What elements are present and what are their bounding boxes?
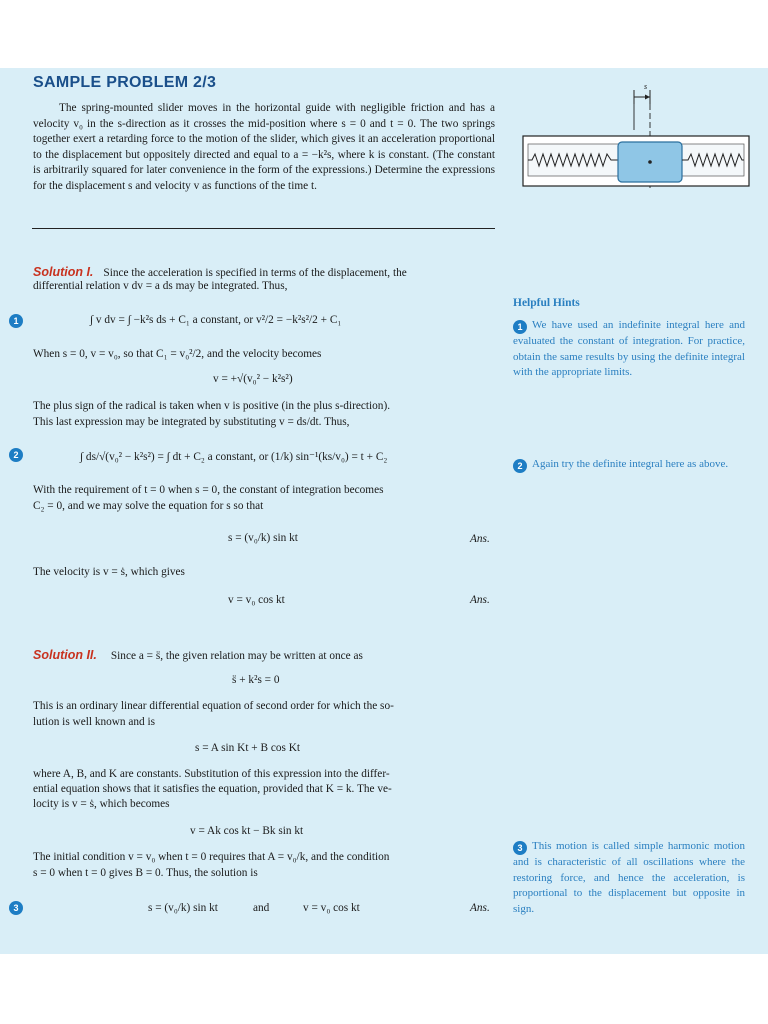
hint-1-text: We have used an indefinite integral here and evaluated the constant of integration. For practice, obtain the same results by using the definite integral with the appropriate limits. xyxy=(513,319,745,378)
equation-final-v: v = v₀ cos kt xyxy=(303,902,360,914)
hint-2-marker: 2 xyxy=(513,459,527,473)
solution1-velocity-line: The velocity is v = ṡ, which gives xyxy=(33,566,185,578)
section-divider xyxy=(32,228,495,229)
slider-figure xyxy=(520,82,752,192)
equation-2: ∫ ds/√(v₀² − k²s²) = ∫ dt + C₂ a constant, or (1/k) sin⁻¹(ks/v₀) = t + C₂ xyxy=(80,451,388,463)
hint-3-text: This motion is called simple harmonic motion and is characteristic of all oscillations where the restoring force, and hence the acceleration, is proportional to the displacement but opposite in sign. xyxy=(513,840,745,915)
solution1-req-line2: C₂ = 0, and we may solve the equation for s so that xyxy=(33,500,264,512)
answer-label-3: Ans. xyxy=(470,902,490,914)
hint-3 xyxy=(513,839,745,917)
solution1-plus-line1: The plus sign of the radical is taken when v is positive (in the plus s-direction). xyxy=(33,400,391,412)
solution2-ode-line2: lution is well known and is xyxy=(33,716,156,728)
solution2-init-line1: The initial condition v = v₀ when t = 0 requires that A = v₀/k, and the condition xyxy=(33,851,390,863)
solution2-where-line3: locity is v = ṡ, which becomes xyxy=(33,798,170,810)
solution2-heading: Solution II. xyxy=(33,648,97,662)
answer-label-1: Ans. xyxy=(470,533,490,545)
hint-1-marker: 1 xyxy=(513,320,527,334)
equation-s: s = (v₀/k) sin kt xyxy=(228,532,298,544)
problem-statement xyxy=(33,101,495,195)
solution2-intro xyxy=(33,646,495,664)
equation-1: ∫ v dv = ∫ −k²s ds + C₁ a constant, or v²/2 = −k²s²/2 + C₁ xyxy=(90,314,342,326)
marker-1: 1 xyxy=(9,314,23,328)
equation-velocity: v = +√(v₀² − k²s²) xyxy=(213,373,293,385)
and-label: and xyxy=(253,902,270,914)
hints-heading: Helpful Hints xyxy=(513,297,580,309)
figure-s-label: s xyxy=(644,82,648,91)
marker-3: 3 xyxy=(9,901,23,915)
solution1-intro-line1: Since the acceleration is specified in terms of the displacement, the xyxy=(103,267,407,279)
solution2-init-line2: s = 0 when t = 0 gives B = 0. Thus, the solution is xyxy=(33,867,258,879)
answer-label-2: Ans. xyxy=(470,594,490,606)
problem-text: The spring-mounted slider moves in the horizontal guide with negligible friction and has a velocity v₀ in the s-direction as it crosses the mid-position where s = 0 and t = 0. The two springs together exert a retarding force to the motion of the slider, which gives it an acceleration proportional to the displacement but oppositely directed and equal to a = −k²s, where k is constant. (The constant is arbitrarily squared for later convenience in the form of the expressions.) Determine the expressions for the displacement s and velocity v as functions of the time t. xyxy=(33,102,495,192)
hint-2 xyxy=(513,457,745,473)
solution2-ode-line1: This is an ordinary linear differential equation of second order for which the so- xyxy=(33,700,394,712)
solution1-intro xyxy=(33,263,495,281)
equation-general: s = A sin Kt + B cos Kt xyxy=(195,742,301,754)
equation-vderivative: v = Ak cos kt − Bk sin kt xyxy=(190,825,304,837)
solution1-req-line1: With the requirement of t = 0 when s = 0, the constant of integration becomes xyxy=(33,484,384,496)
marker-2: 2 xyxy=(9,448,23,462)
solution1-intro-line2: differential relation v dv = a ds may be integrated. Thus, xyxy=(33,280,288,292)
solution2-where-line1: where A, B, and K are constants. Substitution of this expression into the differ- xyxy=(33,768,390,780)
solution1-when: When s = 0, v = v₀, so that C₁ = v₀²/2, and the velocity becomes xyxy=(33,348,322,360)
equation-final-s: s = (v₀/k) sin kt xyxy=(148,902,218,914)
hint-3-marker: 3 xyxy=(513,841,527,855)
solution1-heading: Solution I. xyxy=(33,265,94,279)
solution2-where-line2: ential equation shows that it satisfies the equation, provided that K = k. The ve- xyxy=(33,783,392,795)
equation-ode: s̈ + k²s = 0 xyxy=(232,674,280,686)
page-title: SAMPLE PROBLEM 2/3 xyxy=(33,74,217,91)
hint-1 xyxy=(513,318,745,381)
hint-2-text: Again try the definite integral here as above. xyxy=(532,458,729,470)
solution2-intro-text: Since a = s̈, the given relation may be written at once as xyxy=(110,650,363,662)
solution1-plus-line2: This last expression may be integrated by substituting v = ds/dt. Thus, xyxy=(33,416,350,428)
equation-vel: v = v₀ cos kt xyxy=(228,594,285,606)
